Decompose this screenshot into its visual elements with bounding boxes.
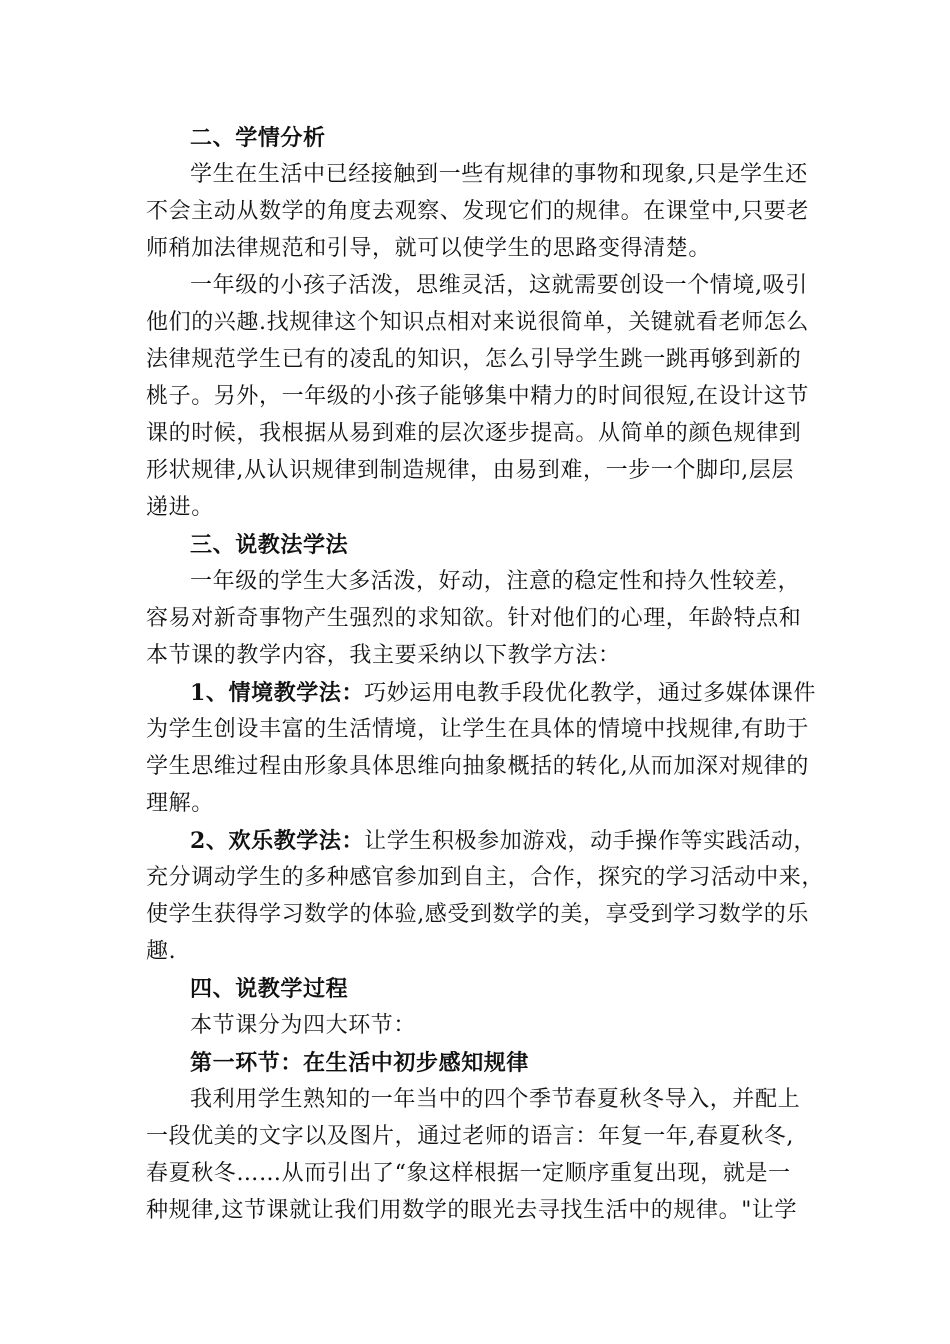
paragraph-line: 春夏秋冬……从而引出了“象这样根据一定顺序重复出现，就是一 — [146, 1161, 791, 1186]
paragraph-line: 使学生获得学习数学的体验,感受到数学的美，享受到学习数学的乐 — [146, 902, 809, 927]
paragraph-line: 桃子。另外，一年级的小孩子能够集中精力的时间很短,在设计这节 — [146, 384, 809, 409]
paragraph-line: 一年级的小孩子活泼，思维灵活，这就需要创设一个情境,吸引 — [190, 273, 808, 298]
paragraph-line: 他们的兴趣.找规律这个知识点相对来说很简单，关键就看老师怎么 — [146, 310, 809, 335]
paragraph-line: 本节课的教学内容，我主要采纳以下教学方法： — [146, 643, 621, 668]
method-1-first-line — [190, 678, 816, 709]
paragraph-line: 充分调动学生的多种感官参加到自主，合作，探究的学习活动中来， — [146, 865, 825, 890]
method-1-label: 1、情境教学法： — [190, 680, 365, 706]
paragraph-line: 不会主动从数学的角度去观察、发现它们的规律。在课堂中,只要老 — [146, 199, 809, 224]
method-1-text: 巧妙运用电教手段优化教学，通过多媒体课件 — [364, 681, 817, 706]
paragraph-line: 容易对新奇事物产生强烈的求知欲。针对他们的心理，年龄特点和 — [146, 606, 802, 631]
paragraph-line: 种规律,这节课就让我们用数学的眼光去寻找生活中的规律。"让学 — [146, 1198, 798, 1223]
paragraph-line: 一年级的学生大多活泼，好动，注意的稳定性和持久性较差， — [190, 569, 801, 594]
paragraph-line: 趣. — [146, 939, 177, 964]
method-2-label: 2、欢乐教学法： — [190, 828, 365, 854]
paragraph-line: 学生在生活中已经接触到一些有规律的事物和现象,只是学生还 — [190, 162, 808, 187]
paragraph-line: 理解。 — [146, 791, 214, 816]
paragraph-line: 学生思维过程由形象具体思维向抽象概括的转化,从而加深对规律的 — [146, 754, 809, 779]
section-heading-teaching-methods: 三、说教法学法 — [190, 532, 349, 558]
paragraph-line: 递进。 — [146, 495, 214, 520]
paragraph-line: 课的时候，我根据从易到难的层次逐步提高。从简单的颜色规律到 — [146, 421, 802, 446]
step-1-heading: 第一环节：在生活中初步感知规律 — [190, 1050, 530, 1076]
section-heading-teaching-process: 四、说教学过程 — [190, 976, 349, 1002]
method-2-text: 让学生积极参加游戏，动手操作等实践活动， — [364, 829, 817, 854]
paragraph-line: 我利用学生熟知的一年当中的四个季节春夏秋冬导入，并配上 — [190, 1087, 801, 1112]
paragraph-line: 法律规范学生已有的凌乱的知识，怎么引导学生跳一跳再够到新的 — [146, 347, 802, 372]
paragraph-line: 师稍加法律规范和引导，就可以使学生的思路变得清楚。 — [146, 236, 712, 261]
paragraph-line: 本节课分为四大环节： — [190, 1013, 417, 1038]
method-2-first-line — [190, 826, 816, 857]
paragraph-line: 形状规律,从认识规律到制造规律，由易到难，一步一个脚印,层层 — [146, 458, 794, 483]
paragraph-line: 一段优美的文字以及图片，通过老师的语言：年复一年,春夏秋冬, — [146, 1124, 794, 1149]
paragraph-line: 为学生创设丰富的生活情境，让学生在具体的情境中找规律,有助于 — [146, 717, 809, 742]
section-heading-student-analysis: 二、学情分析 — [190, 125, 326, 151]
